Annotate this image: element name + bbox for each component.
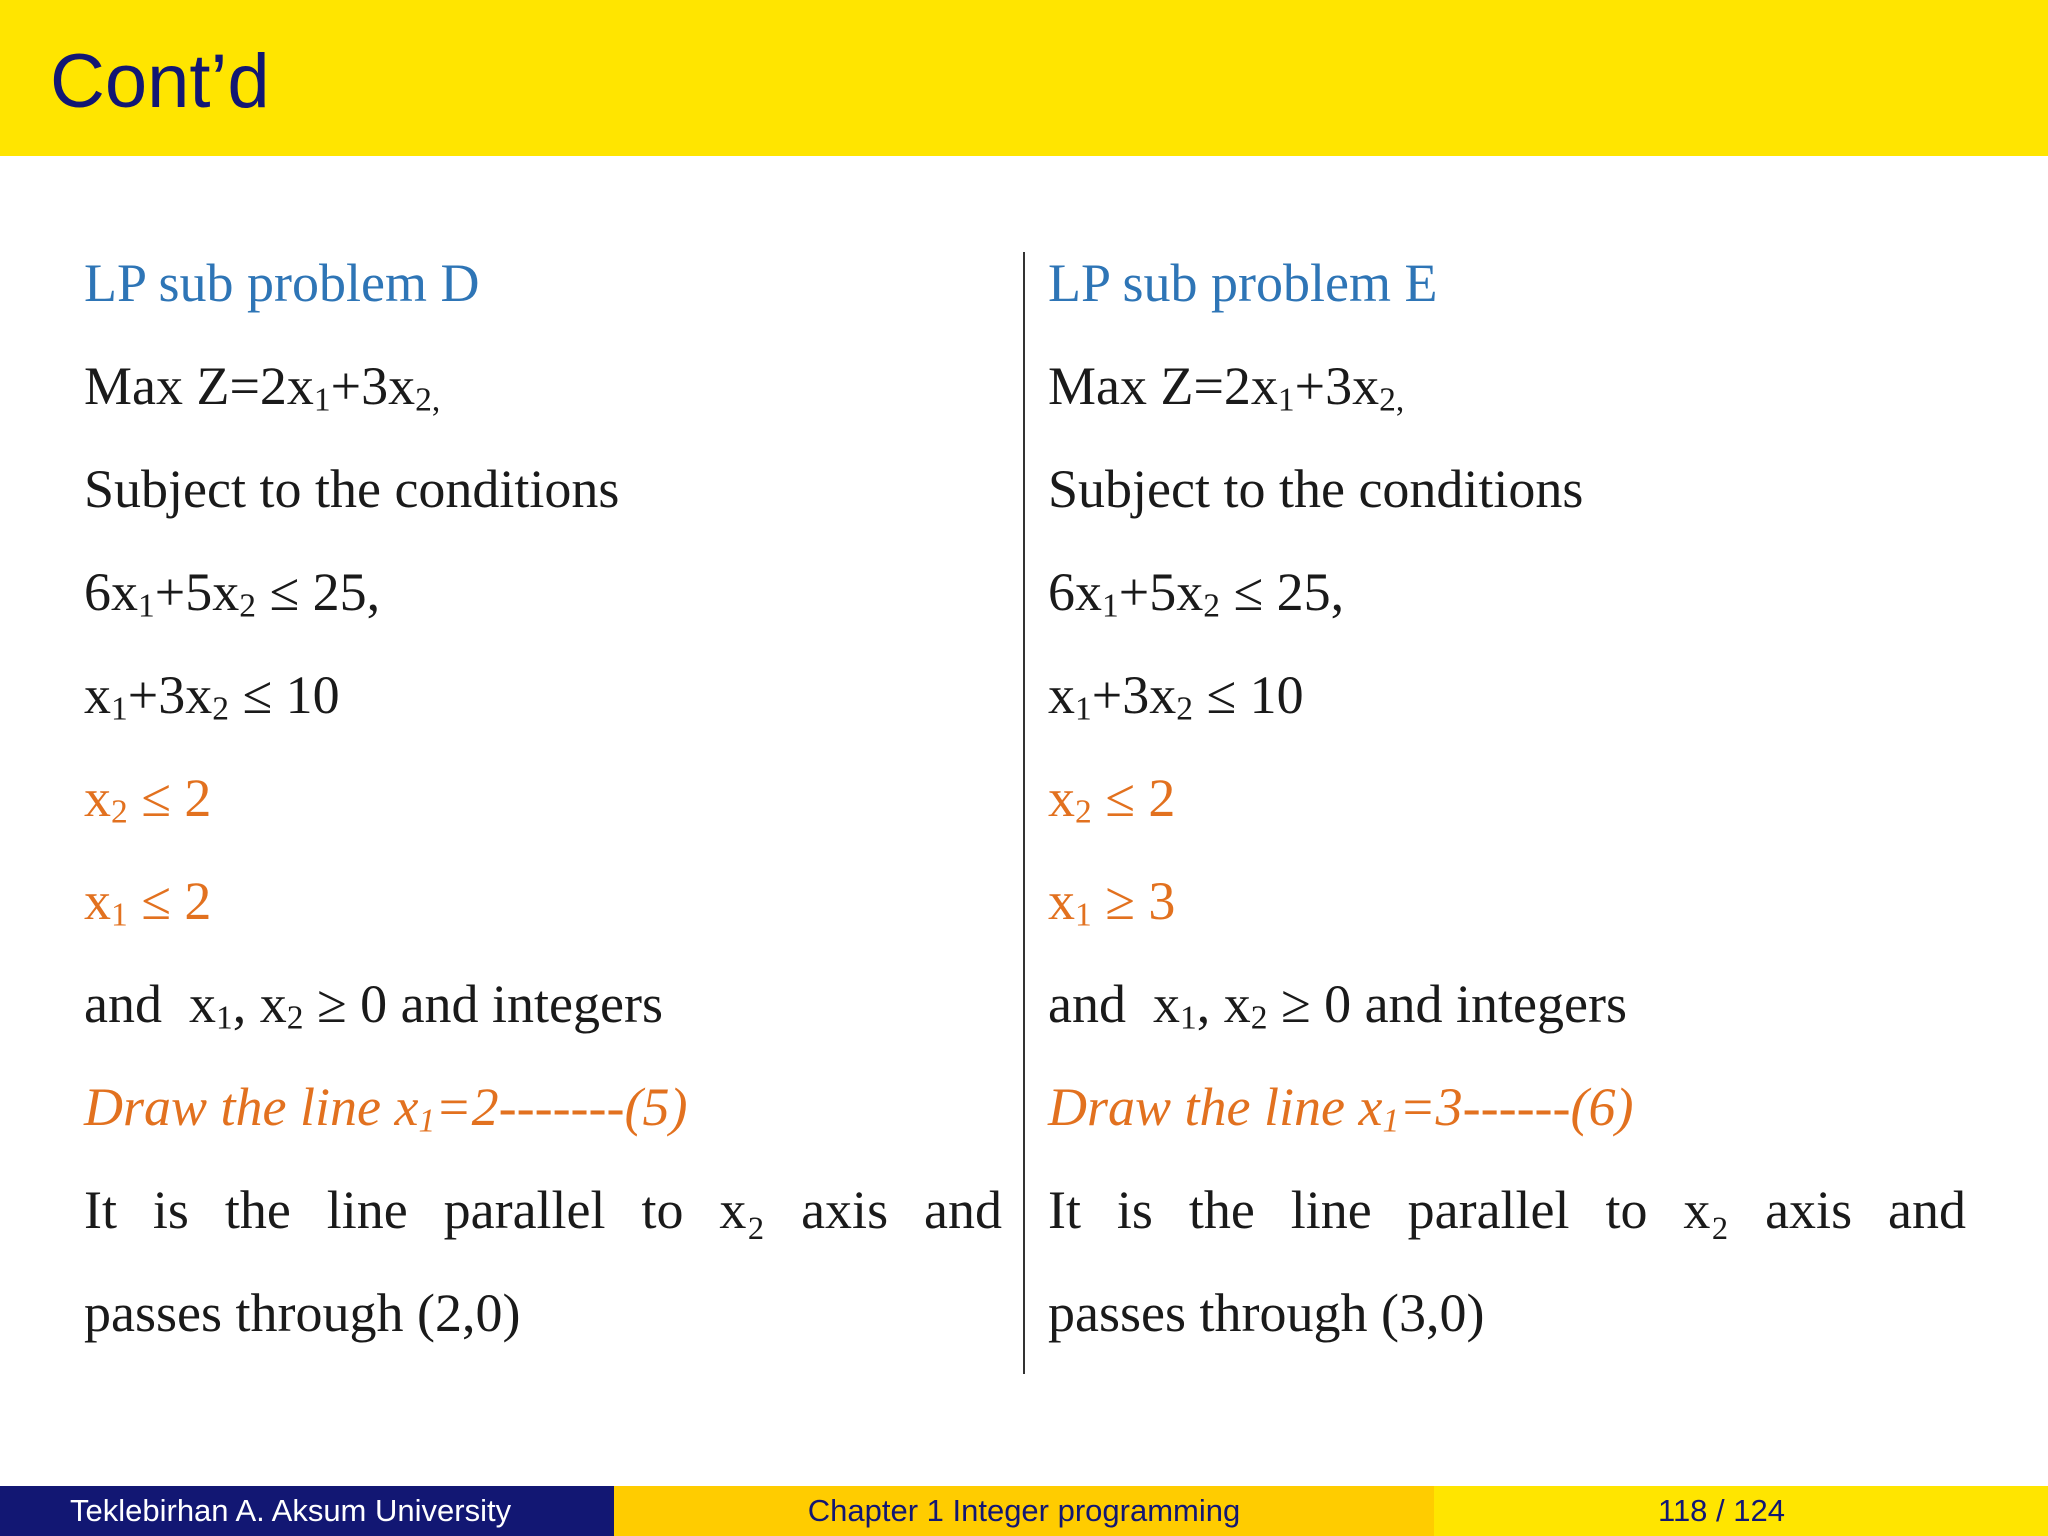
left-subject: Subject to the conditions [84, 459, 620, 519]
left-c1-pre: 6x [84, 562, 138, 622]
left-c2-pre: x [84, 665, 111, 725]
right-nonnegativity [1048, 971, 1968, 1074]
slide-title: Cont’d [50, 39, 270, 124]
right-c1-sub2: 2 [1203, 587, 1220, 625]
footer-chapter: Chapter 1 Integer programming [614, 1486, 1434, 1536]
right-c4-pre: x [1048, 871, 1075, 931]
right-nonneg-post: ≥ 0 and integers [1267, 974, 1627, 1034]
right-c1-post: ≤ 25, [1219, 562, 1345, 622]
left-para-word: is [152, 1180, 189, 1240]
left-c1-post: ≤ 25, [255, 562, 381, 622]
right-constraint-1 [1048, 559, 1968, 662]
right-para-word: line [1290, 1180, 1372, 1240]
left-para-word: and [924, 1180, 1002, 1240]
left-nonneg-sub2: 2 [286, 999, 304, 1037]
right-para-word: and [1888, 1180, 1966, 1240]
left-objective-sub2: 2, [415, 381, 441, 419]
left-objective-mid: +3x [330, 356, 416, 416]
left-column [84, 250, 1004, 1383]
left-c3-post: ≤ 2 [127, 768, 212, 828]
left-draw-sub1: 1 [418, 1102, 436, 1140]
left-nonneg-mid: , x [232, 974, 287, 1034]
column-divider [1023, 252, 1025, 1374]
left-heading: LP sub problem D [84, 253, 480, 313]
left-c3-sub1: 2 [111, 793, 128, 831]
footer-author-text: Teklebirhan A. Aksum University [70, 1493, 512, 1528]
right-c2-mid: +3x [1091, 665, 1177, 725]
left-nonneg-post: ≥ 0 and integers [303, 974, 663, 1034]
right-para-word: axis [1765, 1180, 1853, 1240]
right-nonneg-pre: and x [1048, 974, 1180, 1034]
right-objective-sub1: 1 [1277, 381, 1295, 419]
left-c1-mid: +5x [154, 562, 240, 622]
left-c1-sub1: 1 [138, 587, 155, 625]
right-c2-post: ≤ 10 [1192, 665, 1304, 725]
left-para-word: parallel [443, 1180, 606, 1240]
slide-header [0, 0, 2048, 156]
right-c2-pre: x [1048, 665, 1075, 725]
right-c4-post: ≥ 3 [1091, 871, 1176, 931]
right-para-word: It [1048, 1180, 1081, 1240]
right-objective-text: Max Z=2x [1048, 356, 1278, 416]
slide-footer [0, 1486, 2048, 1536]
left-c2-mid: +3x [127, 665, 213, 725]
left-c4-pre: x [84, 871, 111, 931]
left-nonneg-sub1: 1 [215, 999, 233, 1037]
left-draw-post: =2-------(5) [435, 1077, 688, 1137]
left-draw-line [84, 1074, 1004, 1177]
right-constraint-4 [1048, 868, 1968, 971]
right-draw-pre: Draw the line x [1048, 1077, 1383, 1137]
right-subject: Subject to the conditions [1048, 459, 1584, 519]
right-constraint-2 [1048, 662, 1968, 765]
right-objective [1048, 353, 1968, 456]
right-heading: LP sub problem E [1048, 253, 1438, 313]
left-objective [84, 353, 1004, 456]
right-objective-sub2: 2, [1379, 381, 1405, 419]
left-c4-sub1: 1 [111, 896, 128, 934]
right-para-word: the [1188, 1180, 1255, 1240]
left-c3-pre: x [84, 768, 111, 828]
right-c1-sub1: 1 [1102, 587, 1119, 625]
left-constraint-1 [84, 559, 1004, 662]
left-nonneg-pre: and x [84, 974, 216, 1034]
left-constraint-3 [84, 765, 1004, 868]
right-draw-line [1048, 1074, 1968, 1177]
right-c1-mid: +5x [1118, 562, 1204, 622]
right-passes-through: passes through (3,0) [1048, 1283, 1485, 1343]
right-parallel-text [1048, 1177, 1966, 1280]
right-nonneg-mid: , x [1196, 974, 1251, 1034]
right-c2-sub1: 1 [1075, 690, 1092, 728]
right-para-word: x₂ [1683, 1180, 1730, 1240]
footer-author [0, 1486, 614, 1536]
right-c3-sub1: 2 [1075, 793, 1092, 831]
left-objective-text: Max Z=2x [84, 356, 314, 416]
left-constraint-2 [84, 662, 1004, 765]
right-para-word: is [1116, 1180, 1153, 1240]
left-para-word: to [641, 1180, 684, 1240]
left-objective-sub1: 1 [313, 381, 331, 419]
left-para-word: axis [801, 1180, 889, 1240]
right-constraint-3 [1048, 765, 1968, 868]
right-c1-pre: 6x [1048, 562, 1102, 622]
left-nonnegativity [84, 971, 1004, 1074]
right-para-word: parallel [1407, 1180, 1570, 1240]
footer-page-number [1434, 1486, 2048, 1536]
left-c2-sub2: 2 [212, 690, 229, 728]
left-draw-pre: Draw the line x [84, 1077, 419, 1137]
right-c4-sub1: 1 [1075, 896, 1092, 934]
right-c2-sub2: 2 [1176, 690, 1193, 728]
right-draw-sub1: 1 [1382, 1102, 1400, 1140]
left-passes-through: passes through (2,0) [84, 1283, 521, 1343]
left-para-word: It [84, 1180, 117, 1240]
left-constraint-4 [84, 868, 1004, 971]
right-nonneg-sub1: 1 [1179, 999, 1197, 1037]
left-parallel-text [84, 1177, 1002, 1280]
right-objective-mid: +3x [1294, 356, 1380, 416]
left-c4-post: ≤ 2 [127, 871, 212, 931]
right-nonneg-sub2: 2 [1250, 999, 1268, 1037]
left-para-word: line [326, 1180, 408, 1240]
right-para-word: to [1605, 1180, 1648, 1240]
left-c1-sub2: 2 [239, 587, 256, 625]
left-c2-post: ≤ 10 [228, 665, 340, 725]
footer-page-text: 118 / 124 [1658, 1493, 1785, 1528]
left-para-word: the [224, 1180, 291, 1240]
right-draw-post: =3------(6) [1399, 1077, 1634, 1137]
right-c3-pre: x [1048, 768, 1075, 828]
right-c3-post: ≤ 2 [1091, 768, 1176, 828]
right-column [1048, 250, 1968, 1383]
left-c2-sub1: 1 [111, 690, 128, 728]
left-para-word: x₂ [719, 1180, 766, 1240]
